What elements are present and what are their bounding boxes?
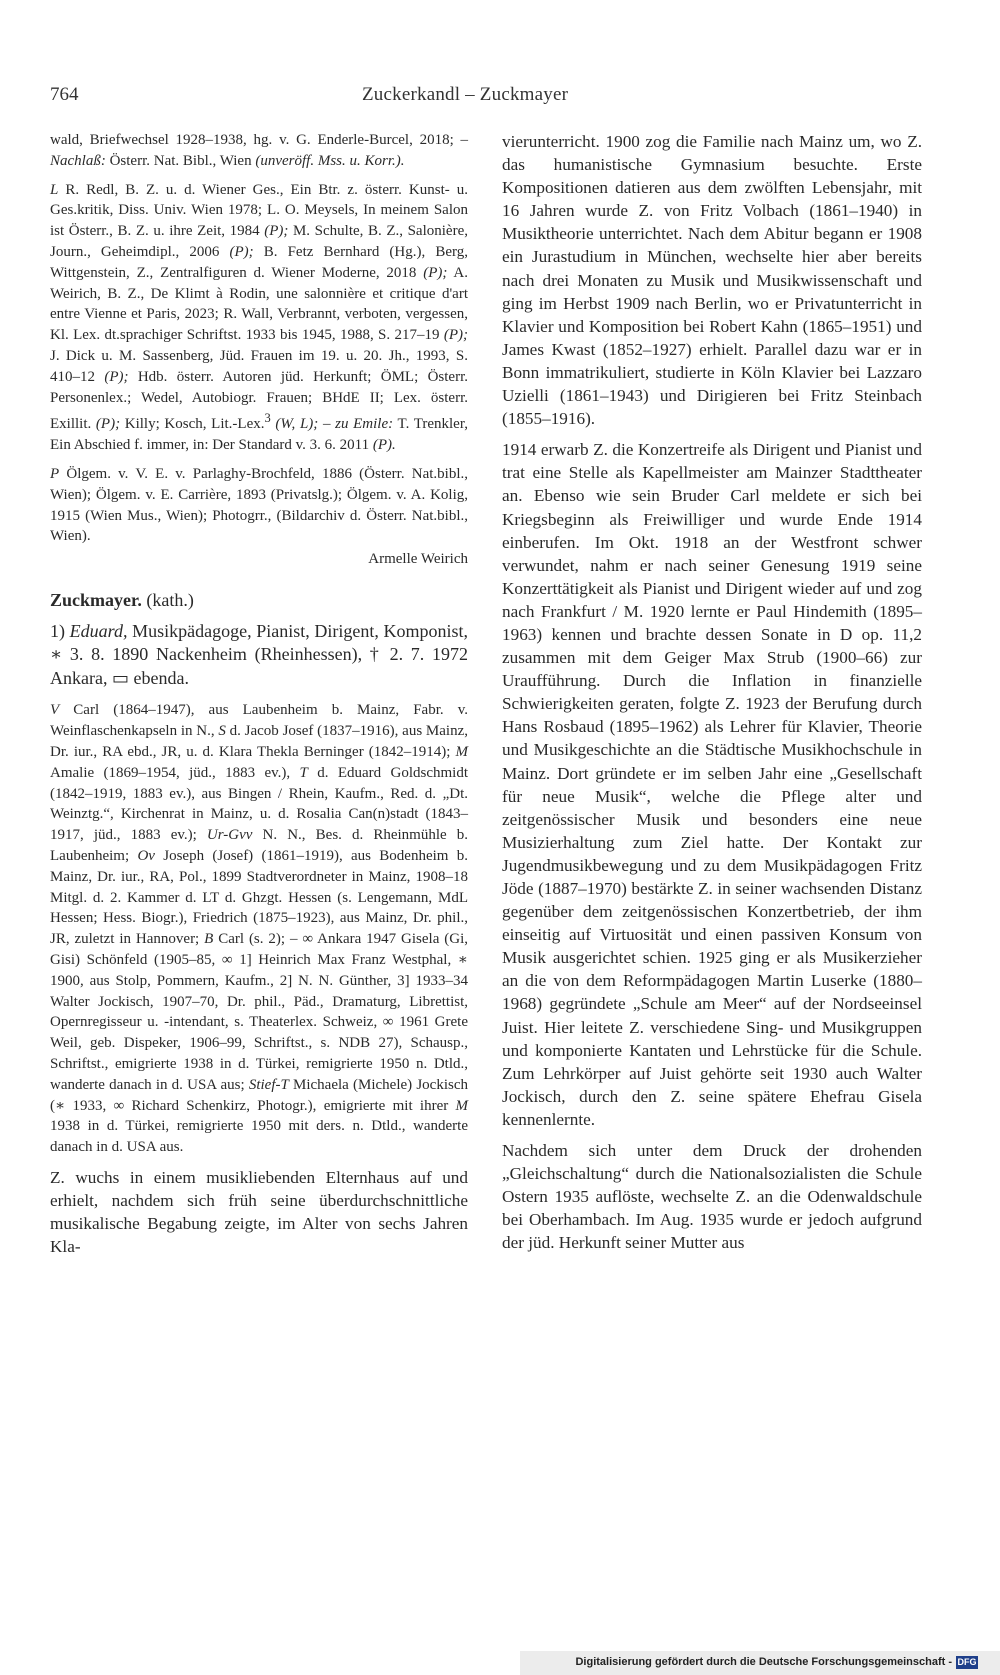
running-head: Zuckerkandl – Zuckmayer	[362, 84, 569, 105]
subentry-heading: 1) Eduard, Musikpädagoge, Pianist, Dirigent, Komponist, ∗ 3. 8. 1890 Nackenheim (Rheinhessen), † 2. 7. 1972 Ankara, ▭ ebenda.	[50, 620, 469, 688]
body-paragraph: vierunterricht. 1900 zog die Familie nach Mainz um, wo Z. das humanistische Gymnasium besuchte. Erste Kompositionen datieren aus dem zwölften Lebensjahr, mit 16 Jahren wurde Z. von Fritz Volbach (1861–1940) in Musiktheorie unterrichtet. Nach dem Abitur begann er 1908 ein Jurastudium in München, wechselte hier aber bereits nach drei Monaten zu Musik und Musikwissenschaft und ging im Herbst 1909 nach Berlin, wo er Privatunterricht in Klavier und Komposition bei Robert Kahn (1865–1951) und James Kwast (1852–1927) erhielt. Parallel dazu war er in Bonn immatrikuliert, studierte in Köln Klavier bei Lazzaro Uzielli (1861–1943) und Dirigieren bei Fritz Steinbach (1855–1916).	[502, 132, 922, 429]
left-column	[50, 130, 468, 1266]
literature-section: L R. Redl, B. Z. u. d. Wiener Ges., Ein Btr. z. österr. Kunst- u. Ges.kritik, Diss. Univ. Wien 1978; L. O. Meysels, In meinem Salon ist Österr., B. Z. u. ihre Zeit, 1984 (P); M. Schulte, B. Z., Salonière, Journ., Geheimdipl., 2006 (P); B. Fetz Bernhard (Hg.), Berg, Wittgenstein, Z., Zentralfiguren d. Wiener Moderne, 2018 (P); A. Weirich, B. Z., De Klimt à Rodin, une salonnière et critique d'art entre Vienne et Paris, 2023; R. Wall, Verbrannt, verboten, vergessen, Kl. Lex. dt.sprachiger Schriftst. 1933 bis 1945, 1988, S. 217–19 (P); J. Dick u. M. Sassenberg, Jüd. Frauen im 19. u. 20. Jh., 1993, S. 410–12 (P); Hdb. österr. Autoren jüd. Herkunft; ÖML; Österr. Personenlex.; Wedel, Autobiogr. Frauen; BHdE II; Lex. österr. Exillit. (P); Killy; Kosch, Lit.-Lex.$^3$ (W, L); – zu Emile: T. Trenkler, Ein Abschied f. immer, in: Der Standard v. 3. 6. 2011 (P).	[50, 181, 469, 454]
digitization-footer	[520, 1651, 1000, 1675]
portraits-section: P Ölgem. v. V. E. v. Parlaghy-Brochfeld, 1886 (Österr. Nat.bibl., Wien); Ölgem. v. E. Carrière, 1893 (Privatslg.); Ölgem. v. A. Kolig, 1915 (Wien Mus., Wien); Photogrr., (Bildarchiv d. Österr. Nat.bibl., Wien).	[50, 465, 469, 545]
page-header	[50, 84, 918, 112]
right-column	[502, 130, 922, 1263]
footer-credit: Digitalisierung gefördert durch die Deutsche Forschungsgemeinschaft -	[575, 1656, 952, 1668]
dfg-logo-icon: DFG	[957, 1657, 977, 1667]
body-paragraph: Z. wuchs in einem musikliebenden Elternhaus auf und erhielt, nachdem sich früh seine überdurchschnittliche musikalische Begabung zeigte, im Alter von sechs Jahren Kla-	[50, 1167, 468, 1257]
article-author: Armelle Weirich	[368, 551, 468, 568]
bio-continuation: wald, Briefwechsel 1928–1938, hg. v. G. Enderle-Burcel, 2018; – Nachlaß: Österr. Nat. Bibl., Wien (unveröff. Mss. u. Korr.).	[50, 132, 468, 169]
page-number: 764	[50, 84, 79, 105]
body-paragraph: Nachdem sich unter dem Druck der drohenden „Gleichschaltung“ durch die Nationalsozialisten die Schule Ostern 1935 auflöste, wechselte Z. an die Odenwaldschule bei Oberhambach. Im Aug. 1935 wurde er jedoch aufgrund der jüd. Herkunft seiner Mutter aus	[502, 1141, 922, 1253]
entry-heading: Zuckmayer. (kath.)	[50, 589, 194, 610]
body-paragraph: 1914 erwarb Z. die Konzertreife als Dirigent und Pianist und trat eine Stelle als Kapellmeister am Mainzer Stadttheater an. Ebenso wie sein Bruder Carl meldete er sich bei Kriegsbeginn als Freiwilliger und wurde Ende 1914 einberufen. Im Okt. 1918 an der Westfront schwer verwundet, nahm er nach seiner Genesung 1919 seine Konzerttätigkeit als Pianist und Dirigent wieder auf und zog nach Frankfurt / M. 1920 lernte er Paul Hindemith (1895–1963) kennen und brachte dessen Sonate in D op. 11,2 zusammen mit dem Geiger Max Strub (1900–66) zur Uraufführung. Durch die Inflation in finanzielle Schwierigkeiten geraten, folgte Z. 1923 der Berufung durch Hans Rosbaud (1895–1962) als Lehrer für Klavier, Theorie und Musikgeschichte an die Städtische Musikhochschule in Mainz. Dort gründete er im selben Jahr eine „Gesellschaft für neue Musik“, welche die Pflege alter und zeitgenössischer Musik und besonders eine neue Musizierhaltung zum Ziel hatte. Der Kontakt zur Jugendmusikbewegung und zu dem Musikpädagogen Fritz Jöde (1887–1970) bestärkte Z. in seiner wachsenden Distanz gegenüber dem zeitgenössischen Konzertbetrieb, der ihm einseitig auf Virtuosität und einen passiven Konsum von Musik ausgerichtet schien. 1925 ging er als Musikerzieher an die von dem Reformpädagogen Martin Luserke (1880–1968) gegründete „Schule am Meer“ auf der Nordseeinsel Juist. Hier leitete Z. verschiedene Sing- und Musikgruppen und komponierte Kantaten und Lehrstücke für die Schule. Zum Lehrkörper auf Juist gehörte seit 1930 auch Walter Jockisch, durch den Z. seine spätere Ehefrau Gisela kennenlernte.	[502, 440, 922, 1129]
genealogy-section: V Carl (1864–1947), aus Laubenheim b. Mainz, Fabr. v. Weinflaschenkapseln in N., S d. Jacob Josef (1837–1916), aus Mainz, Dr. iur., RA ebd., JR, u. d. Klara Thekla Berninger (1842–1914); M Amalie (1869–1954, jüd., 1883 ev.), T d. Eduard Goldschmidt (1842–1919, 1883 ev.), aus Bingen / Rhein, Kaufm., Red. d. „Dt. Weinztg.“, Kirchenrat in Mainz, u. d. Rosalia Can(n)stadt (1843–1917, jüd., 1883 ev.); Ur-Gvv N. N., Bes. d. Rheinmühle b. Laubenheim; Ov Joseph (Josef) (1861–1919), aus Bodenheim b. Mainz, Dr. iur., RA, Pol., 1899 Stadtverordneter in Mainz, 1908–18 Mitgl. d. 2. Kammer d. LT d. Ghzgt. Hessen (s. Lengemann, MdL Hessen; Hess. Biogr.), Friedrich (1875–1923), aus Mainz, Dr. phil., JR, zuletzt in Hannover; B Carl (s. 2); – ∞ Ankara 1947 Gisela (Gi, Gisi) Schönfeld (1905–85, ∞ 1] Heinrich Max Franz Westphal, ∗ 1900, aus Stolp, Pommern, Kaufm., 2] N. N. Günther, 3] 1933–34 Walter Jockisch, 1907–70, Dr. phil., Päd., Dramaturg, Librettist, Opernregisseur u. -intendant, s. Theaterlex. Schweiz, ∞ 1961 Grete Weil, geb. Dispeker, 1906–99, Schriftst., s. NDB 27), Schausp., Schriftst., emigrierte 1938 in d. Türkei, remigrierte 1950 n. Dtld., wanderte danach in d. USA aus; Stief-T Michaela (Michele) Jockisch (∗ 1933, ∞ Richard Schenkirz, Photogr.), emigrierte mit ihrer M 1938 in d. Türkei, remigrierte 1950 mit ders. n. Dtld., wanderte danach in d. USA aus.	[50, 702, 469, 1156]
